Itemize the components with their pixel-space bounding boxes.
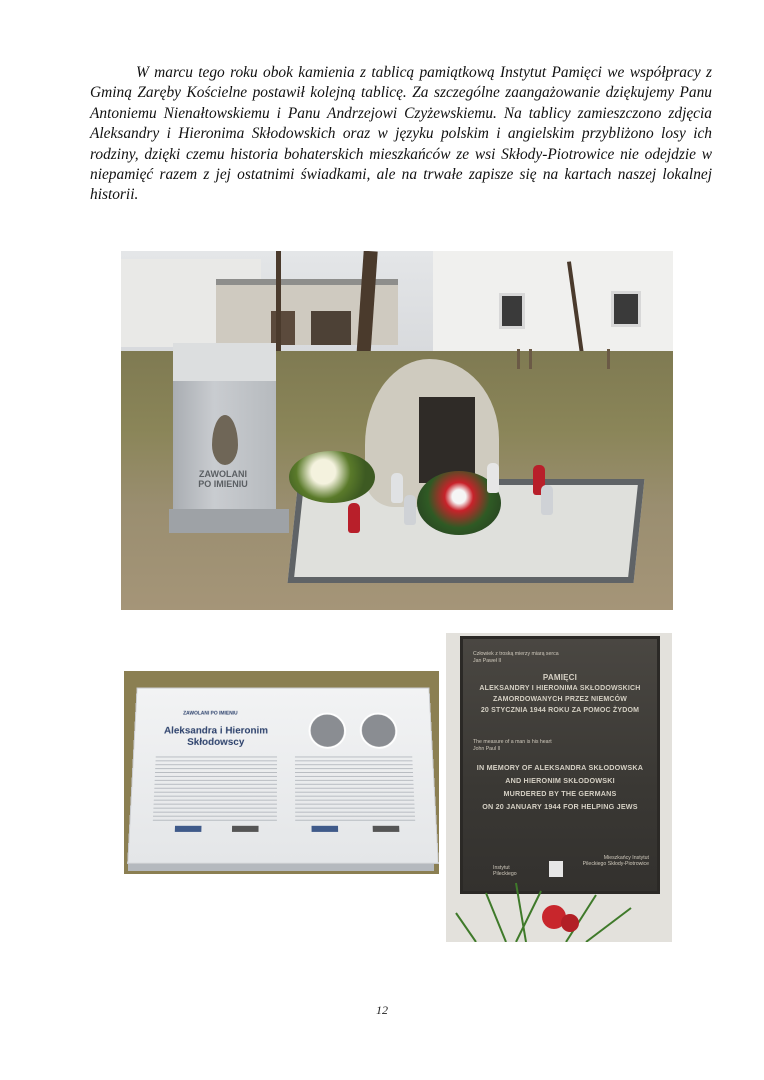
plaque-brand: ZAWOLANI PO IMIENIU	[183, 710, 238, 717]
plaque-title: Aleksandra i Hieronim Skłodowscy	[163, 725, 269, 748]
wreath-branches	[446, 873, 672, 942]
portrait-aleksandra	[308, 713, 346, 749]
plaque-en-line4: ON 20 JANUARY 1944 FOR HELPING JEWS	[482, 802, 638, 811]
institute-logo-text: Instytut Pileckiego	[493, 865, 517, 877]
small-plaque	[419, 397, 475, 483]
plaque-pl-line1: PAMIĘCI	[542, 673, 578, 682]
information-plate	[127, 688, 439, 864]
quote-pl-author: Jan Paweł II	[473, 658, 502, 664]
information-plaque-photo	[124, 671, 439, 874]
bronze-plaque-photo	[446, 633, 672, 942]
plaque-pl-line3: ZAMORDOWANYCH PRZEZ NIEMCÓW	[492, 696, 628, 703]
portrait-hieronim	[359, 713, 398, 749]
plaque-pl-line2: ALEKSANDRY I HIERONIMA SKŁODOWSKICH	[479, 685, 641, 692]
plaque-en-line3: MURDERED BY THE GERMANS	[503, 789, 617, 798]
bronze-plaque	[460, 636, 660, 894]
quote-en-author: John Paul II	[473, 746, 501, 752]
body-paragraph	[90, 63, 712, 206]
plaque-footer: Mieszkańcy Instytut Pileckiego Skłody-Piotrowice	[582, 855, 649, 867]
plaque-en-line1: IN MEMORY OF ALEKSANDRA SKŁODOWSKA	[476, 763, 644, 772]
quote-en: The measure of a man is his heart	[473, 739, 552, 745]
plaque-pl-line4: 20 STYCZNIA 1944 ROKU ZA POMOC ŻYDOM	[480, 707, 640, 714]
box-label-line1: ZAWOLANI	[199, 469, 247, 479]
page-number: 12	[376, 1003, 388, 1017]
box-label-line2: PO IMIENIU	[198, 479, 248, 489]
paragraph-text: W marcu tego roku obok kamienia z tablicą pamiątkową Instytut Pamięci we współpracy z Gminą Zaręby Kościelne postawił kolejną tablicę. Za szczególne zaangażowanie dziękujemy Panu Antoniemu Nienałtowskiemu i Panu Andrzejowi Czyżewskiemu. Na tablicy zamieszczono zdjęcia Aleksandry i Hieronima Skłodowskich oraz w języku polskim i angielskim przybliżono losy ich rodziny, dzięki czemu historia bohaterskich mieszkańców ze wsi Skłody-Piotrowice nie odejdzie w niepamięć razem z jej ostatnimi świadkami, ale na trwałe zapisze się na kartach naszej lokalnej historii.	[90, 64, 712, 204]
quote-pl: Człowiek z troską mierzy miarą serca	[473, 651, 559, 657]
plaque-en-line2: AND HIERONIM SKŁODOWSKI	[505, 776, 615, 785]
memorial-photo	[121, 251, 673, 610]
